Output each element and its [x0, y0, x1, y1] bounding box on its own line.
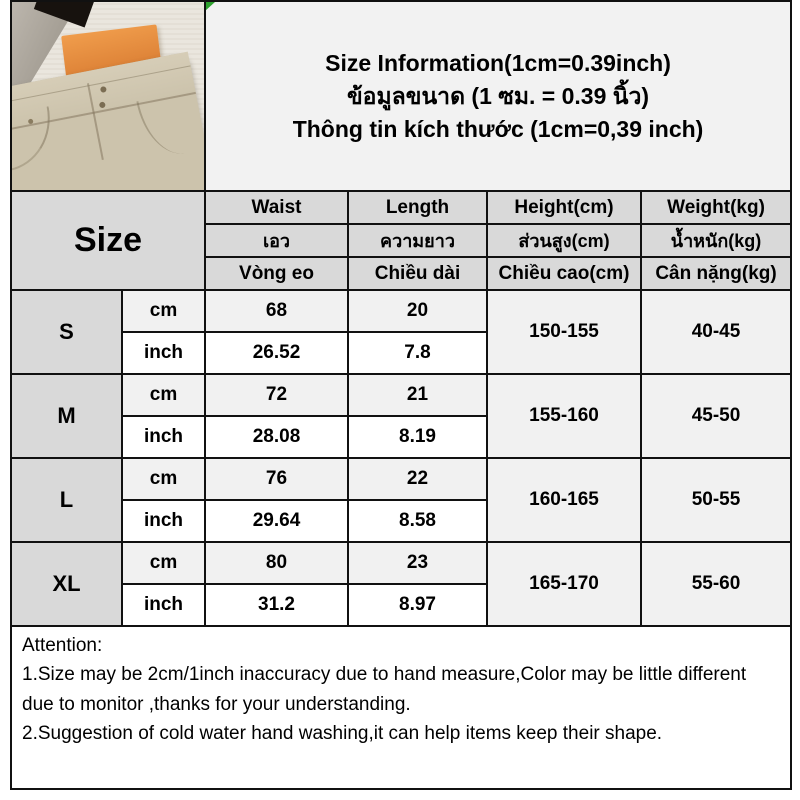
title-vietnamese: Thông tin kích thước (1cm=0,39 inch)	[292, 116, 704, 142]
value-xl-length-cm: 23	[348, 542, 487, 584]
unit-inch: inch	[122, 500, 205, 542]
header-waist-en: Waist	[205, 191, 348, 224]
title-english: Size Information(1cm=0.39inch)	[325, 50, 671, 76]
product-photo-cell	[11, 1, 205, 191]
size-table	[10, 0, 792, 790]
photo-shorts-right-pocket	[136, 92, 194, 160]
header-weight-en: Weight(kg)	[641, 191, 791, 224]
attention-note-2: 2.Suggestion of cold water hand washing,it can help items keep their shape.	[22, 723, 663, 745]
photo-shorts-button	[100, 86, 107, 93]
value-l-weight: 50-55	[641, 458, 791, 542]
value-m-waist-cm: 72	[205, 374, 348, 416]
header-waist-th: เอว	[205, 224, 348, 257]
table-row	[11, 458, 791, 500]
attention-note	[11, 626, 791, 789]
size-label-s: S	[11, 290, 122, 374]
unit-inch: inch	[122, 332, 205, 374]
header-waist-vi: Vòng eo	[205, 257, 348, 290]
value-xl-waist-cm: 80	[205, 542, 348, 584]
table-row	[11, 1, 791, 191]
unit-cm: cm	[122, 374, 205, 416]
size-label-l: L	[11, 458, 122, 542]
header-weight-vi: Cân nặng(kg)	[641, 257, 791, 290]
header-length-en: Length	[348, 191, 487, 224]
header-length-th: ความยาว	[348, 224, 487, 257]
value-xl-length-inch: 8.97	[348, 584, 487, 626]
value-xl-weight: 55-60	[641, 542, 791, 626]
value-s-weight: 40-45	[641, 290, 791, 374]
value-l-length-inch: 8.58	[348, 500, 487, 542]
header-length-vi: Chiều dài	[348, 257, 487, 290]
size-label-m: M	[11, 374, 122, 458]
header-height-en: Height(cm)	[487, 191, 641, 224]
title-stack	[206, 2, 790, 190]
table-row	[11, 290, 791, 332]
value-l-waist-inch: 29.64	[205, 500, 348, 542]
header-height-vi: Chiều cao(cm)	[487, 257, 641, 290]
unit-inch: inch	[122, 416, 205, 458]
value-l-height: 160-165	[487, 458, 641, 542]
value-s-waist-cm: 68	[205, 290, 348, 332]
value-l-length-cm: 22	[348, 458, 487, 500]
table-row	[11, 542, 791, 584]
size-label-xl: XL	[11, 542, 122, 626]
attention-heading: Attention:	[22, 635, 103, 656]
table-row	[11, 626, 791, 789]
value-s-waist-inch: 26.52	[205, 332, 348, 374]
value-s-length-inch: 7.8	[348, 332, 487, 374]
unit-cm: cm	[122, 458, 205, 500]
header-weight-th: น้ำหนัก(kg)	[641, 224, 791, 257]
value-m-weight: 45-50	[641, 374, 791, 458]
unit-inch: inch	[122, 584, 205, 626]
table-row	[11, 191, 791, 224]
value-m-waist-inch: 28.08	[205, 416, 348, 458]
value-m-length-cm: 21	[348, 374, 487, 416]
attention-note-1: 1.Size may be 2cm/1inch inaccuracy due to hand measure,Color may be little different due to monitor ,thanks for your understanding.	[22, 664, 747, 715]
value-l-waist-cm: 76	[205, 458, 348, 500]
table-row	[11, 374, 791, 416]
header-size: Size	[11, 191, 205, 290]
product-photo	[12, 2, 204, 190]
value-s-height: 150-155	[487, 290, 641, 374]
size-chart-sheet	[10, 0, 790, 790]
value-xl-waist-inch: 31.2	[205, 584, 348, 626]
value-xl-height: 165-170	[487, 542, 641, 626]
photo-shorts-button	[98, 101, 105, 108]
value-m-length-inch: 8.19	[348, 416, 487, 458]
value-m-height: 155-160	[487, 374, 641, 458]
unit-cm: cm	[122, 290, 205, 332]
title-thai: ข้อมูลขนาด (1 ซม. = 0.39 นิ้ว)	[346, 83, 650, 109]
header-height-th: ส่วนสูง(cm)	[487, 224, 641, 257]
value-s-length-cm: 20	[348, 290, 487, 332]
unit-cm: cm	[122, 542, 205, 584]
title-cell	[205, 1, 791, 191]
